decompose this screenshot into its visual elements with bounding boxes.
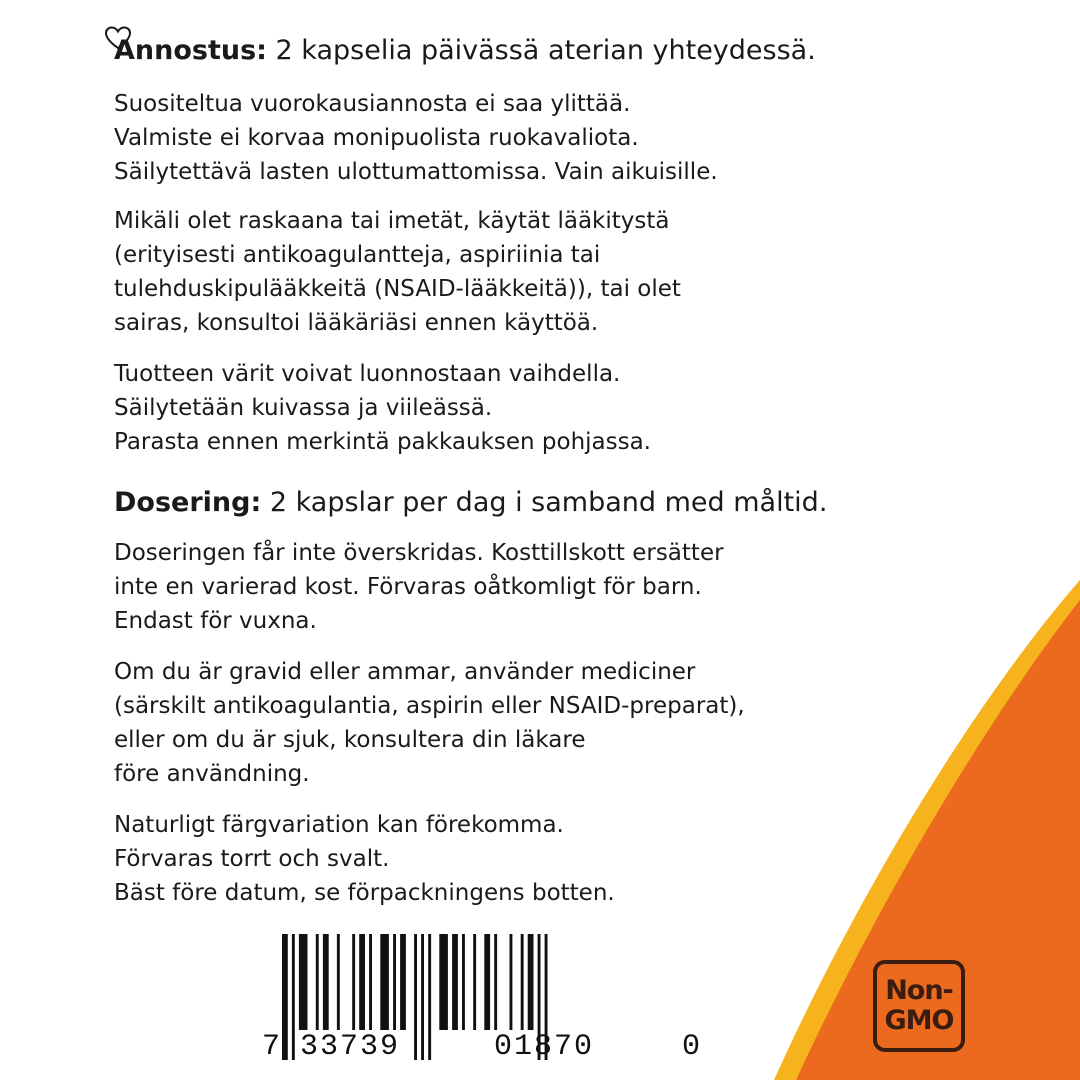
text-line: Tuotteen värit voivat luonnostaan vaihdella. — [114, 361, 621, 387]
barcode-bar — [462, 934, 465, 1030]
fi-paragraph-3 — [114, 357, 651, 459]
barcode-bar — [393, 934, 396, 1030]
text-line: sairas, konsultoi lääkäriäsi ennen käyttöä. — [114, 310, 599, 336]
barcode — [262, 930, 702, 1070]
barcode-bar — [421, 934, 424, 1060]
barcode-bar — [452, 934, 458, 1030]
text-line: Säilytetään kuivassa ja viileässä. — [114, 395, 493, 421]
barcode-bar — [484, 934, 490, 1030]
text-line: Om du är gravid eller ammar, använder mediciner — [114, 659, 696, 685]
fi-paragraph-2 — [114, 204, 681, 340]
barcode-bar — [292, 934, 295, 1060]
barcode-bar — [528, 934, 534, 1030]
barcode-bar — [439, 934, 448, 1030]
barcode-bar — [428, 934, 431, 1060]
text-line: Bäst före datum, se förpackningens botten. — [114, 880, 615, 906]
text-line: Doseringen får inte överskridas. Kosttillskott ersätter — [114, 540, 724, 566]
barcode-bar — [521, 934, 524, 1030]
text-line: Säilytettävä lasten ulottumattomissa. Vain aikuisille. — [114, 159, 718, 185]
barcode-bar — [400, 934, 406, 1030]
barcode-bar — [473, 934, 476, 1030]
text-line: Valmiste ei korvaa monipuolista ruokavaliota. — [114, 125, 639, 151]
sv-paragraph-1 — [114, 536, 724, 638]
sv-paragraph-2 — [114, 655, 745, 791]
barcode-bar — [316, 934, 319, 1030]
text-line: Parasta ennen merkintä pakkauksen pohjassa. — [114, 429, 651, 455]
barcode-bar — [369, 934, 372, 1030]
barcode-bar — [299, 934, 308, 1030]
barcode-first-digit: 7 — [262, 1030, 283, 1064]
barcode-bar — [352, 934, 355, 1030]
text-line: tulehduskipulääkkeitä (NSAID-lääkkeitä)), tai olet — [114, 276, 681, 302]
barcode-bar — [414, 934, 417, 1060]
barcode-left-group: 33739 — [300, 1030, 401, 1064]
barcode-bar — [282, 934, 288, 1060]
fi-paragraph-1 — [114, 87, 718, 189]
barcode-bar — [359, 934, 365, 1030]
text-line: (erityisesti antikoagulantteja, aspiriinia tai — [114, 242, 601, 268]
text-line: före användning. — [114, 761, 310, 787]
barcode-bar — [510, 934, 513, 1030]
text-line: Suositeltua vuorokausiannosta ei saa ylittää. — [114, 91, 631, 117]
sv-paragraph-3 — [114, 808, 615, 910]
text-line: Förvaras torrt och svalt. — [114, 846, 390, 872]
product-label — [84, 0, 1080, 1080]
badge-line-1: Non- — [885, 975, 953, 1006]
text-line: Mikäli olet raskaana tai imetät, käytät lääkitystä — [114, 208, 670, 234]
text-line: Endast för vuxna. — [114, 608, 317, 634]
barcode-right-group: 01870 — [494, 1030, 595, 1064]
text-line: (särskilt antikoagulantia, aspirin eller NSAID-preparat), — [114, 693, 745, 719]
fi-dosage-heading: Annostus: 2 kapselia päivässä aterian yhteydessä. — [114, 35, 816, 66]
barcode-bar — [494, 934, 497, 1030]
non-gmo-badge — [873, 960, 965, 1052]
sv-dosage-heading: Dosering: 2 kapslar per dag i samband med måltid. — [114, 487, 828, 518]
badge-line-2: GMO — [884, 1005, 954, 1036]
barcode-bar — [380, 934, 389, 1030]
text-line: inte en varierad kost. Förvaras oåtkomligt för barn. — [114, 574, 702, 600]
barcode-bar — [323, 934, 329, 1030]
barcode-bar — [337, 934, 340, 1030]
text-line: Naturligt färgvariation kan förekomma. — [114, 812, 564, 838]
barcode-last-digit: 0 — [682, 1030, 703, 1064]
text-line: eller om du är sjuk, konsultera din läkare — [114, 727, 586, 753]
